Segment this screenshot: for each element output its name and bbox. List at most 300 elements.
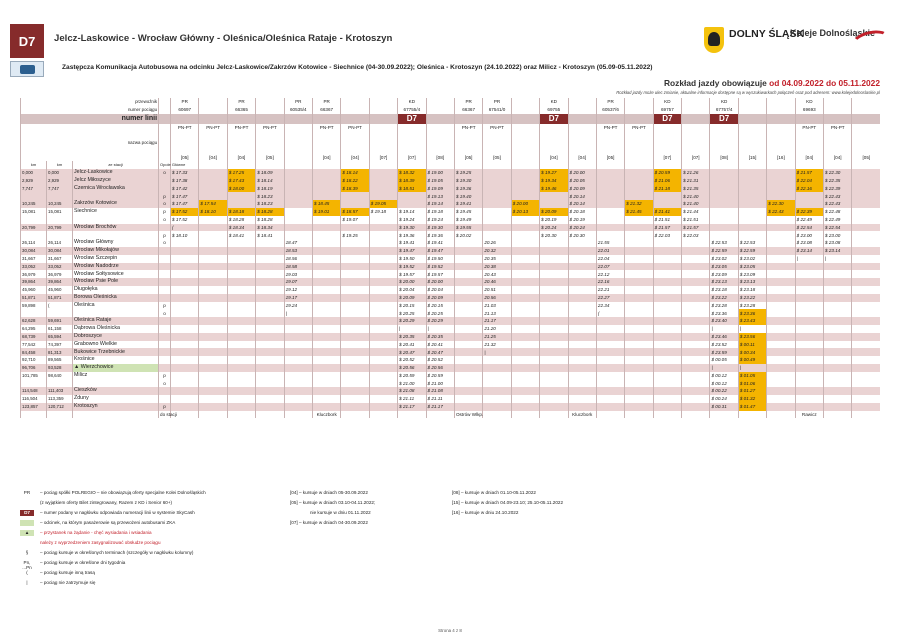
time-cell: | [483, 348, 511, 356]
header-cell [483, 114, 511, 124]
time-cell [710, 169, 738, 177]
time-cell: Ostrów Wlkp. [455, 411, 484, 417]
time-cell [227, 270, 255, 278]
time-cell [738, 224, 766, 232]
time-cell [284, 208, 312, 216]
time-cell: $ 19.41 [454, 200, 482, 208]
header-cell [199, 131, 227, 153]
time-cell: | [284, 309, 312, 317]
time-cell [171, 356, 199, 364]
header-cell: PR [284, 98, 312, 106]
time-cell [682, 255, 710, 263]
time-cell [511, 192, 539, 200]
km-value: 77,542 [21, 341, 47, 349]
time-cell [596, 216, 624, 224]
time-cell [284, 364, 312, 372]
time-cell [171, 278, 199, 286]
time-cell [227, 239, 255, 247]
time-cell: $ 20.00 [398, 278, 426, 286]
time-cell [682, 263, 710, 271]
time-cell [171, 364, 199, 372]
time-cell [625, 224, 653, 232]
time-cell [852, 263, 880, 271]
time-cell [682, 317, 710, 325]
time-cell [454, 286, 482, 294]
time-cell [625, 325, 653, 333]
time-cell [540, 387, 568, 395]
time-cell [767, 317, 795, 325]
header-cell [540, 124, 568, 132]
km-value: 2,929 [21, 177, 47, 185]
header-cell: [04] [199, 153, 227, 161]
header-cell: D7 [653, 114, 681, 124]
time-cell: $ 19.47 [398, 247, 426, 255]
time-cell: $ 22.53 [738, 239, 766, 247]
time-cell: $ 19.49 [454, 216, 482, 224]
table-row [21, 247, 881, 255]
header-cell [767, 98, 795, 106]
header-cell [341, 98, 369, 106]
time-cell [625, 192, 653, 200]
empty-cell [682, 161, 710, 169]
time-cell: $ 23.22 [710, 294, 738, 302]
time-cell: $ 21.17 [426, 403, 454, 411]
time-cell [369, 317, 397, 325]
table-row [21, 255, 881, 263]
time-cell [284, 192, 312, 200]
time-cell [625, 364, 653, 372]
km-value: 89,565 [47, 356, 73, 364]
km-value: 0,000 [21, 169, 47, 177]
station-name: Czernica Wrocławska [73, 185, 159, 193]
header-cell [199, 98, 227, 106]
time-cell [256, 247, 284, 255]
time-cell: $ 18.28 [227, 216, 255, 224]
time-cell: $ 19.13 [426, 192, 454, 200]
time-cell: 19.24 [284, 302, 312, 310]
time-cell: | [824, 255, 852, 263]
legend-text: – pociąg kursuje w określone dni tygodnia [40, 560, 126, 565]
time-cell [596, 325, 624, 333]
time-cell: $ 23.46 [710, 333, 738, 341]
time-cell [596, 169, 624, 177]
time-cell [171, 247, 199, 255]
time-cell: $ 21.57 [795, 169, 823, 177]
time-cell [682, 286, 710, 294]
station-name [73, 192, 159, 200]
time-cell [625, 341, 653, 349]
header-cell: PN-PT [824, 124, 852, 132]
time-cell [171, 255, 199, 263]
time-cell: 21.17 [483, 317, 511, 325]
time-cell: | [710, 325, 738, 333]
time-cell [341, 364, 369, 372]
time-cell [568, 270, 596, 278]
time-cell [767, 239, 795, 247]
header-cell [596, 131, 624, 153]
time-cell [227, 395, 255, 403]
header-cell: [05] [852, 153, 880, 161]
time-cell [171, 302, 199, 310]
header-cell: D7 [710, 114, 738, 124]
header-cell: [07] [369, 153, 397, 161]
time-cell: $ 19.47 [426, 247, 454, 255]
time-cell [341, 325, 369, 333]
table-row [21, 302, 881, 310]
time-cell [767, 348, 795, 356]
time-cell [738, 200, 766, 208]
time-cell [625, 356, 653, 364]
time-cell [256, 348, 284, 356]
km-header: Opole Główne [160, 162, 186, 168]
time-cell [256, 395, 284, 403]
km-value: 20,799 [47, 224, 73, 232]
time-cell [540, 380, 568, 388]
time-cell [454, 255, 482, 263]
time-cell [454, 395, 482, 403]
time-cell [653, 286, 681, 294]
time-cell [511, 185, 539, 193]
time-cell [824, 364, 852, 372]
time-cell [256, 380, 284, 388]
time-cell [171, 333, 199, 341]
time-cell [454, 317, 482, 325]
time-cell [511, 247, 539, 255]
time-cell [568, 325, 596, 333]
header-cell [568, 98, 596, 106]
time-cell: $ 19.14 [426, 200, 454, 208]
arrival-departure-flag [159, 263, 171, 271]
time-cell: 18.53 [284, 247, 312, 255]
time-cell [341, 387, 369, 395]
time-cell [284, 325, 312, 333]
time-cell [568, 302, 596, 310]
table-row [21, 177, 881, 185]
time-cell: $ 23.02 [738, 255, 766, 263]
time-cell: 21.55 [596, 239, 624, 247]
station-name: Wrocław Mikołajów [73, 247, 159, 255]
time-cell [284, 216, 312, 224]
time-cell [369, 286, 397, 294]
time-cell [596, 364, 624, 372]
km-value [47, 309, 73, 317]
time-cell [511, 177, 539, 185]
time-cell [795, 317, 823, 325]
time-cell [312, 255, 340, 263]
time-cell [767, 411, 795, 419]
time-cell [540, 403, 568, 411]
station-name: Wrocław Szczepin [73, 255, 159, 263]
time-cell [341, 278, 369, 286]
station-name: Grabowno Wielkie [73, 341, 159, 349]
time-cell [653, 270, 681, 278]
time-cell [369, 333, 397, 341]
header-cell [738, 114, 766, 124]
time-cell [511, 380, 539, 388]
time-cell: $ 17.42 [171, 185, 199, 193]
time-cell [738, 169, 766, 177]
header-cell: [07] [653, 153, 681, 161]
km-value: 20,799 [21, 224, 47, 232]
arrival-departure-flag [159, 348, 171, 356]
time-cell: $ 18.22 [341, 177, 369, 185]
time-cell [199, 395, 227, 403]
header-cell [454, 114, 482, 124]
arrival-departure-flag [159, 294, 171, 302]
km-value: 33,052 [47, 263, 73, 271]
empty-cell [227, 161, 255, 169]
time-cell [824, 387, 852, 395]
station-name: Zduny [73, 395, 159, 403]
header-cell [852, 131, 880, 153]
header-cell: 67541/0 [483, 106, 511, 114]
time-cell [312, 231, 340, 239]
time-cell: $ 22.48 [824, 208, 852, 216]
legend-symbol: | [26, 580, 28, 585]
time-cell [454, 380, 482, 388]
time-cell [852, 200, 880, 208]
time-cell: $ 01.06 [738, 380, 766, 388]
time-cell [540, 192, 568, 200]
time-cell: 22.12 [596, 270, 624, 278]
time-cell: | [426, 325, 454, 333]
header-cell: D7 [540, 114, 568, 124]
time-cell: $ 20.30 [540, 231, 568, 239]
time-cell: | [795, 255, 823, 263]
time-cell [398, 192, 426, 200]
km-value [47, 411, 73, 419]
time-cell [852, 247, 880, 255]
time-cell [682, 356, 710, 364]
time-cell [227, 387, 255, 395]
time-cell [568, 247, 596, 255]
time-cell [767, 169, 795, 177]
time-cell [824, 403, 852, 411]
time-cell [199, 286, 227, 294]
time-cell [653, 263, 681, 271]
time-cell [227, 411, 255, 419]
header-cell [171, 114, 199, 124]
time-cell [284, 169, 312, 177]
time-cell [852, 395, 880, 403]
time-cell: Rawicz [795, 411, 823, 419]
time-cell [795, 333, 823, 341]
time-cell: $ 23.14 [824, 247, 852, 255]
time-cell [852, 294, 880, 302]
header-cell [426, 114, 454, 124]
header-cell: PN-PT [795, 124, 823, 132]
time-cell [653, 380, 681, 388]
header-cell: PN-PT [625, 124, 653, 132]
header-cell [824, 114, 852, 124]
time-cell [256, 286, 284, 294]
km-header: ze stacji [73, 161, 159, 169]
header-cell: [04] [341, 153, 369, 161]
time-cell [596, 208, 624, 216]
time-cell: $ 20.18 [568, 208, 596, 216]
time-cell: $ 19.05 [369, 200, 397, 208]
time-cell [256, 333, 284, 341]
header-cell [625, 106, 653, 114]
time-cell [454, 263, 482, 271]
time-cell [625, 387, 653, 395]
km-value: 10,245 [21, 200, 47, 208]
time-cell: $ 20.25 [398, 309, 426, 317]
time-cell [199, 411, 227, 419]
arrival-departure-flag [159, 364, 171, 372]
time-cell [653, 356, 681, 364]
km-value: 30,084 [47, 247, 73, 255]
time-cell [171, 348, 199, 356]
time-cell [483, 411, 511, 419]
km-value: 39,864 [21, 278, 47, 286]
time-cell: $ 20.13 [511, 208, 539, 216]
km-value [21, 192, 47, 200]
time-cell [852, 239, 880, 247]
time-cell [682, 278, 710, 286]
time-cell [341, 341, 369, 349]
time-cell [483, 231, 511, 239]
time-cell: $ 20.00 [426, 278, 454, 286]
time-cell [767, 255, 795, 263]
km-value: 7,747 [47, 185, 73, 193]
time-cell [227, 364, 255, 372]
time-cell [568, 317, 596, 325]
time-cell [710, 185, 738, 193]
time-cell: ( [171, 224, 199, 232]
time-cell [625, 372, 653, 380]
time-cell [682, 294, 710, 302]
time-cell [256, 403, 284, 411]
time-cell [284, 348, 312, 356]
time-cell [511, 263, 539, 271]
time-cell [625, 348, 653, 356]
km-value [47, 380, 73, 388]
header-cell [738, 124, 766, 132]
empty-cell [341, 161, 369, 169]
header-row [21, 98, 881, 106]
time-cell [256, 387, 284, 395]
time-cell [596, 200, 624, 208]
time-cell: $ 01.27 [738, 387, 766, 395]
empty-cell [454, 161, 482, 169]
header-label [21, 153, 159, 161]
header-label: nazwa pociągu [21, 131, 159, 153]
time-cell: $ 20.02 [454, 231, 482, 239]
time-cell [511, 387, 539, 395]
time-cell [568, 263, 596, 271]
time-cell [625, 239, 653, 247]
header-cell [540, 131, 568, 153]
table-row [21, 294, 881, 302]
time-cell [738, 185, 766, 193]
time-cell: $ 21.40 [682, 192, 710, 200]
time-cell [369, 255, 397, 263]
time-cell [256, 309, 284, 317]
time-cell [312, 372, 340, 380]
time-cell [341, 333, 369, 341]
km-value: 2,929 [47, 177, 73, 185]
time-cell [199, 263, 227, 271]
header-cell [682, 131, 710, 153]
time-cell: 22.01 [596, 247, 624, 255]
time-cell [795, 192, 823, 200]
time-cell [454, 364, 482, 372]
km-header-row [21, 161, 881, 169]
table-row [21, 286, 881, 294]
time-cell [540, 255, 568, 263]
time-cell [625, 255, 653, 263]
time-cell: $ 19.18 [426, 208, 454, 216]
spacer-cell [159, 124, 171, 132]
header-cell: PN-PT [341, 124, 369, 132]
time-cell [625, 278, 653, 286]
time-cell: $ 19.36 [454, 185, 482, 193]
time-cell [795, 200, 823, 208]
header-cell: PR [454, 98, 482, 106]
arrival-departure-flag [159, 317, 171, 325]
header-cell: KD [710, 98, 738, 106]
km-value: 33,052 [21, 263, 47, 271]
header-cell [511, 106, 539, 114]
time-cell [369, 270, 397, 278]
header-cell: PN-PT [483, 124, 511, 132]
time-cell: $ 22.49 [795, 216, 823, 224]
header-cell: PN-PT [171, 124, 199, 132]
header-cell [511, 124, 539, 132]
table-row [21, 380, 881, 388]
time-cell: $ 20.04 [398, 286, 426, 294]
time-cell [568, 364, 596, 372]
header-cell: PN-PT [199, 124, 227, 132]
header-cell [369, 106, 397, 114]
time-cell [767, 364, 795, 372]
time-cell [312, 317, 340, 325]
time-cell [824, 341, 852, 349]
header-label [21, 124, 159, 132]
time-cell: $ 00.11 [738, 341, 766, 349]
arrival-departure-flag [159, 356, 171, 364]
header-cell [312, 114, 340, 124]
time-cell [710, 216, 738, 224]
logo-text: Koleje Dolnośląskie [790, 28, 876, 38]
time-cell [227, 380, 255, 388]
time-cell [199, 387, 227, 395]
time-cell [511, 216, 539, 224]
time-cell [625, 286, 653, 294]
time-cell: $ 19.09 [426, 185, 454, 193]
arrival-departure-flag: p [159, 192, 171, 200]
time-cell [540, 364, 568, 372]
time-cell [540, 309, 568, 317]
time-cell [625, 380, 653, 388]
header-cell [511, 131, 539, 153]
time-cell [312, 341, 340, 349]
time-cell [852, 177, 880, 185]
time-cell: | [738, 364, 766, 372]
time-cell [682, 270, 710, 278]
time-cell [454, 294, 482, 302]
page-number: Strona 4 z 8 [438, 628, 462, 633]
time-cell [738, 192, 766, 200]
time-cell: 20.32 [483, 247, 511, 255]
time-cell [454, 270, 482, 278]
table-row [21, 169, 881, 177]
time-cell: $ 20.04 [426, 286, 454, 294]
time-cell [653, 372, 681, 380]
time-cell: 20.26 [483, 239, 511, 247]
km-value: 98,640 [47, 372, 73, 380]
